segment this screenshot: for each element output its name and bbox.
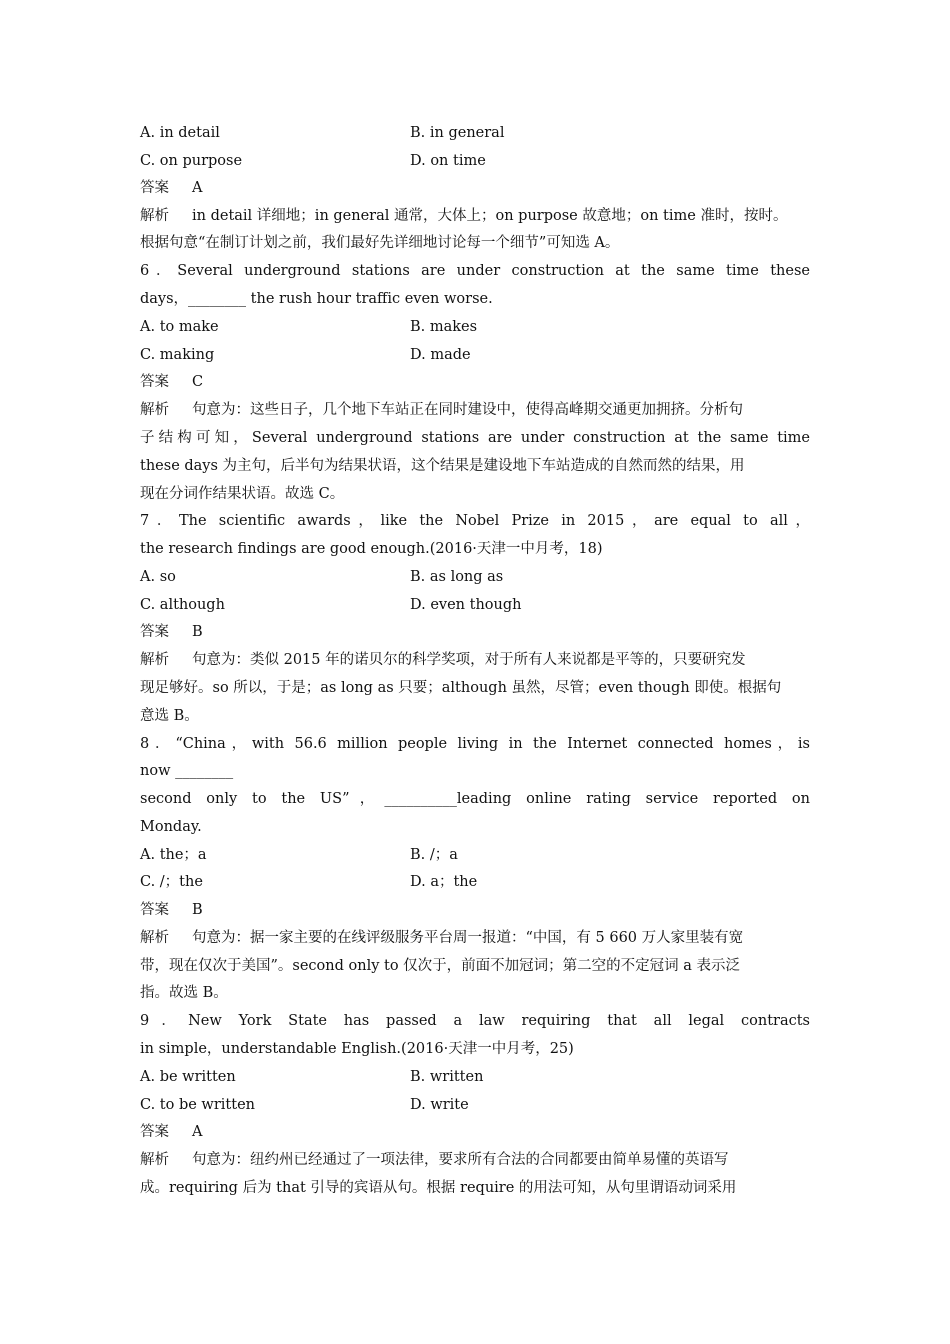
question-stem: Monday. bbox=[140, 819, 202, 835]
option-b: B. makes bbox=[410, 319, 478, 335]
option-d: D. even though bbox=[410, 597, 522, 613]
question-stem: 8．“China，with 56.6 million people living in the Internet connected homes，is bbox=[140, 736, 810, 752]
analysis-text: 句意为：这些日子，几个地下车站正在同时建设中，使得高峰期交通更加拥挤。分析句 bbox=[192, 402, 743, 418]
answer-line bbox=[140, 896, 810, 924]
answer-value: A bbox=[192, 180, 203, 196]
analysis-text: 现在分词作结果状语。故选 C。 bbox=[140, 486, 345, 502]
option-a: A. the；a bbox=[140, 847, 207, 863]
option-a: A. be written bbox=[140, 1069, 236, 1085]
analysis-text: 句意为：类似 2015 年的诺贝尔的科学奖项，对于所有人来说都是平等的，只要研究发 bbox=[192, 652, 746, 668]
option-d: D. write bbox=[410, 1097, 469, 1113]
analysis-line bbox=[140, 924, 810, 952]
analysis-text: these days 为主句，后半句为结果状语，这个结果是建设地下车站造成的自然而然的结果，用 bbox=[140, 458, 745, 474]
analysis-text: 子结构可知，Several underground stations are under construction at the same time bbox=[140, 430, 810, 446]
answer-line bbox=[140, 1118, 810, 1146]
question-stem: second only to the US”，__________leading online rating service reported on bbox=[140, 791, 810, 807]
option-d: D. on time bbox=[410, 153, 486, 169]
analysis-line bbox=[140, 202, 810, 230]
analysis-label: 解析 bbox=[140, 402, 169, 418]
option-b: B. as long as bbox=[410, 569, 504, 585]
answer-label: 答案 bbox=[140, 1124, 169, 1140]
answer-line bbox=[140, 174, 810, 202]
analysis-line bbox=[140, 396, 810, 424]
analysis-text: 根据句意“在制订计划之前，我们最好先详细地讨论每一个细节”可知选 A。 bbox=[140, 235, 620, 251]
option-a: A. to make bbox=[140, 319, 219, 335]
analysis-text: 意选 B。 bbox=[140, 708, 199, 724]
question-stem: 7．The scientific awards，like the Nobel Prize in 2015，are equal to all， bbox=[140, 513, 810, 529]
option-d: D. made bbox=[410, 347, 471, 363]
analysis-label: 解析 bbox=[140, 652, 169, 668]
question-stem: days，________ the rush hour traffic even worse. bbox=[140, 291, 493, 307]
analysis-label: 解析 bbox=[140, 930, 169, 946]
question-stem: in simple，understandable English.(2016·天津一中月考，25) bbox=[140, 1041, 574, 1057]
question-stem: the research findings are good enough.(2016·天津一中月考，18) bbox=[140, 541, 603, 557]
question-stem: 9．New York State has passed a law requiring that all legal contracts bbox=[140, 1013, 810, 1029]
analysis-label: 解析 bbox=[140, 208, 169, 224]
option-a: A. in detail bbox=[140, 125, 220, 141]
answer-label: 答案 bbox=[140, 902, 169, 918]
analysis-line bbox=[140, 1146, 810, 1174]
answer-label: 答案 bbox=[140, 374, 169, 390]
option-a: A. so bbox=[140, 569, 176, 585]
answer-value: B bbox=[192, 624, 203, 640]
answer-value: C bbox=[192, 374, 204, 390]
option-c: C. /；the bbox=[140, 874, 203, 890]
answer-label: 答案 bbox=[140, 180, 169, 196]
analysis-line bbox=[140, 646, 810, 674]
analysis-text: 成。requiring 后为 that 引导的宾语从句。根据 require 的用法可知，从句里谓语动词采用 bbox=[140, 1180, 737, 1196]
answer-value: B bbox=[192, 902, 203, 918]
analysis-text: 句意为：据一家主要的在线评级服务平台周一报道：“中国，有 5 660 万人家里装有宽 bbox=[192, 930, 744, 946]
option-c: C. making bbox=[140, 347, 215, 363]
analysis-text: 句意为：纽约州已经通过了一项法律，要求所有合法的合同都要由简单易懂的英语写 bbox=[192, 1152, 729, 1168]
answer-value: A bbox=[192, 1124, 203, 1140]
question-stem: now ________ bbox=[140, 763, 234, 779]
analysis-text: 带，现在仅次于美国”。second only to 仅次于，前面不加冠词；第二空的不定冠词 a 表示泛 bbox=[140, 958, 741, 974]
analysis-text: in detail 详细地；in general 通常，大体上；on purpose 故意地；on time 准时，按时。 bbox=[192, 208, 788, 224]
option-c: C. to be written bbox=[140, 1097, 255, 1113]
answer-label: 答案 bbox=[140, 624, 169, 640]
option-d: D. a；the bbox=[410, 874, 478, 890]
option-b: B. written bbox=[410, 1069, 484, 1085]
option-c: C. although bbox=[140, 597, 225, 613]
option-c: C. on purpose bbox=[140, 153, 243, 169]
option-b: B. /；a bbox=[410, 847, 458, 863]
option-b: B. in general bbox=[410, 125, 505, 141]
analysis-label: 解析 bbox=[140, 1152, 169, 1168]
analysis-text: 现足够好。so 所以，于是；as long as 只要；although 虽然，尽管；even though 即使。根据句 bbox=[140, 680, 782, 696]
answer-line bbox=[140, 368, 810, 396]
answer-line bbox=[140, 618, 810, 646]
question-stem: 6．Several underground stations are under construction at the same time these bbox=[140, 263, 810, 279]
analysis-text: 指。故选 B。 bbox=[140, 985, 228, 1001]
